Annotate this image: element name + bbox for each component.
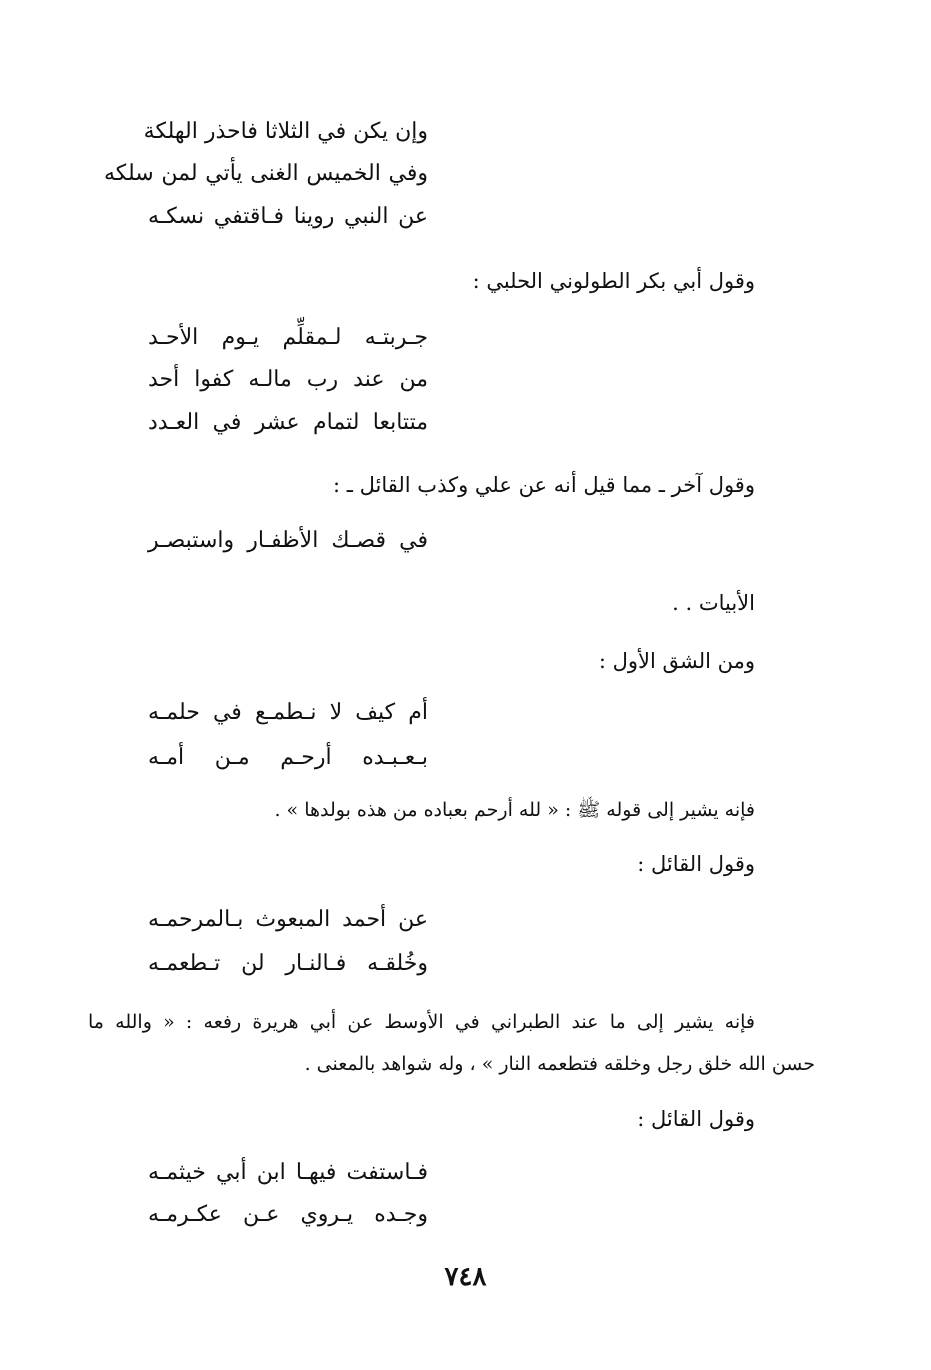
- commentary-line: فإنه يشير إلى قوله ﷺ : « لله أرحم بعباده من هذه بولدها » .: [274, 799, 755, 821]
- intro-line: وقول القائل :: [637, 1107, 755, 1131]
- verse-hemistich-left: وإن يكن في الثلاثا فاحذر الهلكة: [143, 119, 428, 144]
- verse-hemistich-left: بـعـبـده أرحـم مـن أمـه: [148, 745, 428, 770]
- verse-hemistich-left: من عند رب مالـه كفوا أحد: [148, 367, 428, 392]
- intro-line: وقول آخر ـ مما قيل أنه عن علي وكذب القائل ـ :: [333, 473, 755, 497]
- abyat-line: الأبيات . .: [672, 591, 755, 615]
- verse-hemistich-left: عن النبي روينا فـاقتفي نسكـه: [148, 204, 428, 229]
- verse-hemistich-left: جـربتـه لـمقلِّم يـوم الأحـد: [148, 325, 428, 350]
- verse-hemistich-left: في قصـك الأظفـار واستبصـر: [148, 528, 428, 553]
- commentary-line: حسن الله خلق رجل وخلقه فتطعمه النار » ، وله شواهد بالمعنى .: [304, 1053, 815, 1075]
- verse-hemistich-left: فـاستفت فيهـا ابن أبي خيثمـه: [148, 1160, 428, 1185]
- intro-line: وقول القائل :: [637, 852, 755, 876]
- verse-hemistich-left: وخُلقـه فـالنـار لن تـطعمـه: [148, 951, 428, 976]
- intro-line: ومن الشق الأول :: [598, 649, 755, 673]
- commentary-line: فإنه يشير إلى ما عند الطبراني في الأوسط عن أبي هريرة رفعه : « والله ما: [88, 1011, 755, 1033]
- verse-hemistich-left: أم كيف لا نـطمـع في حلمـه: [148, 700, 428, 725]
- verse-hemistich-left: عن أحمد المبعوث بـالمرحمـه: [148, 907, 428, 932]
- verse-hemistich-left: وجـده يـروي عـن عكـرمـه: [148, 1202, 428, 1227]
- verse-hemistich-left: متتابعا لتمام عشر في العـدد: [148, 410, 428, 435]
- intro-line: وقول أبي بكر الطولوني الحلبي :: [472, 269, 755, 293]
- verse-hemistich-left: وفي الخميس الغنى يأتي لمن سلكه: [104, 161, 428, 186]
- page-number: ٧٤٨: [444, 1262, 487, 1292]
